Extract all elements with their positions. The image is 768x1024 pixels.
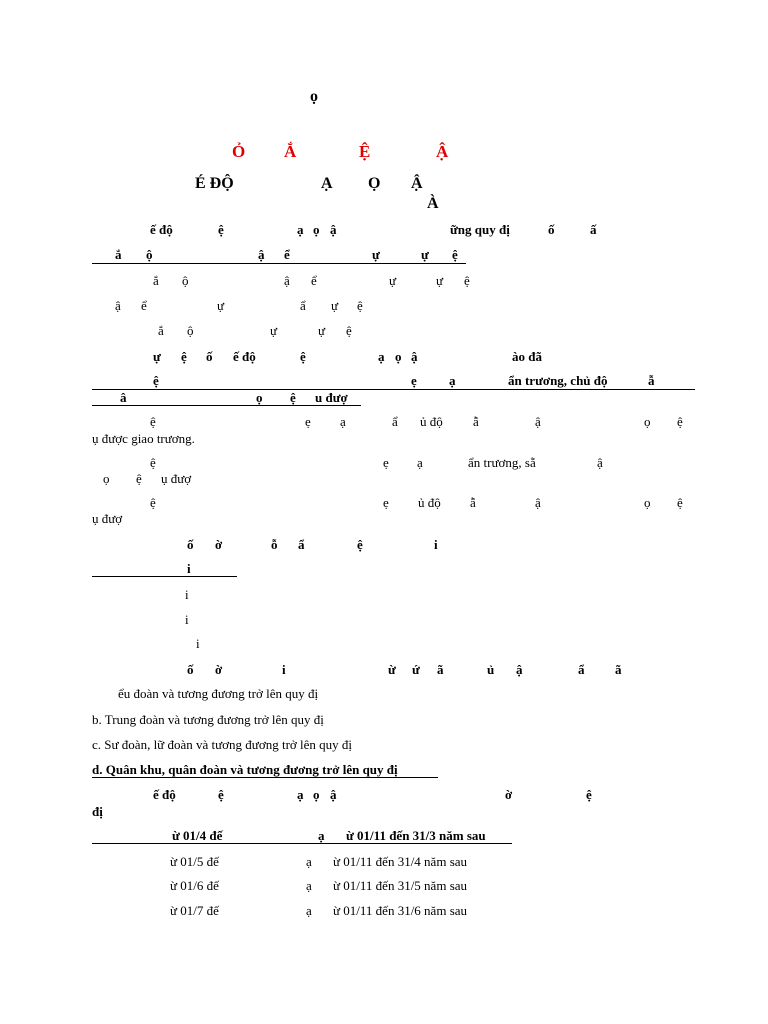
text-line: d. Quân khu, quân đoàn và tương đương trở lên quy đị: [92, 762, 398, 777]
text-fragment: i: [196, 636, 200, 651]
text-fragment: ự: [421, 247, 429, 262]
text-fragment: ừ 01/5 đế: [170, 854, 219, 869]
text-fragment: ậ: [330, 222, 337, 237]
text-fragment: ạ: [340, 414, 346, 429]
text-fragment: ờ: [215, 537, 223, 552]
text-fragment: ậ: [516, 662, 523, 677]
text-fragment: ẩn trương, sẵ: [468, 455, 536, 470]
text-fragment: ọ: [644, 414, 651, 429]
text-fragment: ừ 01/11 đến 31/6 năm sau: [333, 903, 468, 918]
top-mark: ọ: [310, 88, 318, 105]
subheading-part: Ậ: [411, 175, 423, 192]
text-fragment: â: [120, 390, 127, 405]
text-fragment: ừ 01/11 đến 31/3 năm sau: [346, 828, 486, 843]
text-fragment: ạ: [417, 455, 423, 470]
text-fragment: ẩn trương, chủ độ: [508, 373, 608, 388]
underline: [92, 576, 237, 577]
text-fragment: ừ 01/11 đến 31/4 năm sau: [333, 854, 468, 869]
text-fragment: ắ: [158, 323, 164, 338]
text-fragment: ỗ: [271, 537, 278, 552]
text-fragment: ậ: [284, 273, 290, 288]
text-fragment: ắ: [115, 247, 122, 262]
text-fragment: ố: [187, 537, 194, 552]
text-fragment: ủ: [487, 662, 495, 677]
text-line: ểu đoàn và tương đương trở lên quy đị: [118, 686, 319, 701]
text-line: c. Sư đoàn, lữ đoàn và tương đương trở lên quy đị: [92, 737, 353, 752]
text-fragment: ẫ: [473, 414, 479, 429]
text-fragment: ạ: [449, 373, 456, 388]
heading-char: Ậ: [436, 142, 449, 161]
text-fragment: ạ: [378, 349, 385, 364]
text-fragment: ẩ: [392, 414, 398, 429]
text-fragment: ẩ: [300, 298, 306, 313]
text-fragment: ể: [311, 273, 317, 288]
underline: [92, 777, 438, 778]
text-fragment: ậ: [411, 349, 418, 364]
text-fragment: ừ 01/6 đế: [170, 878, 219, 893]
text-fragment: ố: [548, 222, 555, 237]
text-fragment: ã: [615, 662, 622, 677]
text-fragment: ể: [284, 247, 290, 262]
text-fragment: ừ 01/11 đến 31/5 năm sau: [333, 878, 468, 893]
text-fragment: ẩ: [298, 537, 305, 552]
text-line: ụ được giao trương.: [92, 431, 195, 446]
text-fragment: ự: [389, 273, 397, 288]
text-fragment: ệ: [150, 455, 156, 470]
text-fragment: ự: [372, 247, 380, 262]
underline: [92, 405, 361, 406]
text-fragment: ụ đượ: [161, 471, 192, 486]
text-fragment: ệ: [218, 787, 224, 802]
text-fragment: ộ: [146, 247, 153, 262]
heading-char: Ắ: [284, 142, 297, 161]
text-fragment: ậ: [258, 247, 265, 262]
text-fragment: ự: [318, 323, 326, 338]
text-fragment: ộ: [187, 323, 194, 338]
text-fragment: i: [434, 537, 438, 552]
text-fragment: ệ: [136, 471, 142, 486]
text-fragment: ậ: [535, 414, 541, 429]
text-fragment: ệ: [300, 349, 306, 364]
text-fragment: ạ: [306, 854, 312, 869]
subheading-sub: À: [427, 195, 439, 212]
text-fragment: ọ: [395, 349, 402, 364]
text-fragment: ố: [206, 349, 213, 364]
text-fragment: ệ: [153, 373, 159, 388]
text-fragment: ọ: [103, 471, 110, 486]
text-fragment: ừ 01/4 đế: [172, 828, 223, 843]
subheading-part: É ĐỘ: [195, 175, 234, 192]
text-fragment: ự: [217, 298, 225, 313]
text-fragment: ừ 01/7 đế: [170, 903, 219, 918]
text-fragment: i: [185, 587, 189, 602]
text-fragment: ậ: [330, 787, 337, 802]
text-fragment: ệ: [677, 414, 683, 429]
text-fragment: ọ: [256, 390, 263, 405]
text-fragment: ệ: [452, 247, 458, 262]
text-fragment: ọ: [313, 222, 320, 237]
text-fragment: ẫ: [470, 495, 476, 510]
text-fragment: ọ: [313, 787, 320, 802]
text-fragment: ọ: [644, 495, 651, 510]
text-fragment: ẩ: [578, 662, 585, 677]
text-line: ụ đượ: [92, 511, 123, 526]
text-fragment: ệ: [357, 537, 363, 552]
subheading-part: Ọ: [368, 175, 381, 192]
text-fragment: ẹ: [383, 495, 389, 510]
text-fragment: ệ: [290, 390, 296, 405]
text-line: b. Trung đoàn và tương đương trở lên quy đị: [92, 712, 324, 727]
text-fragment: i: [187, 561, 191, 576]
text-fragment: ậ: [535, 495, 541, 510]
text-fragment: ẹ: [383, 455, 389, 470]
text-fragment: ủ độ: [420, 414, 443, 429]
underline: [92, 843, 512, 844]
text-fragment: ẫ: [648, 373, 655, 388]
text-fragment: u đượ: [315, 390, 348, 405]
text-fragment: ộ: [182, 273, 189, 288]
text-fragment: ừ: [388, 662, 396, 677]
text-fragment: ậ: [115, 298, 121, 313]
text-fragment: ẹ: [411, 373, 417, 388]
text-fragment: ẹ: [305, 414, 311, 429]
text-fragment: ệ: [150, 414, 156, 429]
heading-char: Ỏ: [232, 142, 246, 161]
text-fragment: i: [185, 612, 189, 627]
text-line: đị: [92, 804, 103, 819]
text-fragment: ệ: [218, 222, 224, 237]
text-fragment: ạ: [297, 787, 304, 802]
text-fragment: ạ: [297, 222, 304, 237]
text-fragment: ệ: [181, 349, 187, 364]
text-fragment: ắ: [153, 273, 159, 288]
text-fragment: ạ: [306, 903, 312, 918]
heading-char: Ệ: [359, 142, 371, 161]
text-fragment: ứ: [412, 662, 420, 677]
text-fragment: ạ: [306, 878, 312, 893]
text-fragment: ã: [437, 662, 444, 677]
text-fragment: ệ: [464, 273, 470, 288]
text-fragment: ệ: [346, 323, 352, 338]
text-fragment: ủ độ: [418, 495, 441, 510]
text-fragment: ậ: [597, 455, 603, 470]
text-fragment: ững quy đị: [450, 222, 510, 237]
text-fragment: ệ: [150, 495, 156, 510]
underline: [92, 389, 695, 390]
text-fragment: ự: [436, 273, 444, 288]
subheading-part: Ạ: [321, 175, 333, 192]
text-fragment: ế độ: [233, 349, 256, 364]
text-fragment: ể: [141, 298, 147, 313]
text-fragment: i: [282, 662, 286, 677]
text-fragment: ấ: [590, 222, 597, 237]
text-fragment: ế độ: [153, 787, 176, 802]
text-fragment: ố: [187, 662, 194, 677]
text-fragment: ờ: [505, 787, 513, 802]
text-fragment: ự: [270, 323, 278, 338]
text-fragment: ệ: [677, 495, 683, 510]
text-fragment: ự: [331, 298, 339, 313]
text-fragment: ế độ: [150, 222, 173, 237]
text-fragment: ào đã: [512, 349, 542, 364]
text-fragment: ự: [153, 349, 161, 364]
text-fragment: ạ: [318, 828, 325, 843]
underline: [92, 263, 466, 264]
text-fragment: ệ: [357, 298, 363, 313]
text-fragment: ờ: [215, 662, 223, 677]
text-fragment: ệ: [586, 787, 592, 802]
